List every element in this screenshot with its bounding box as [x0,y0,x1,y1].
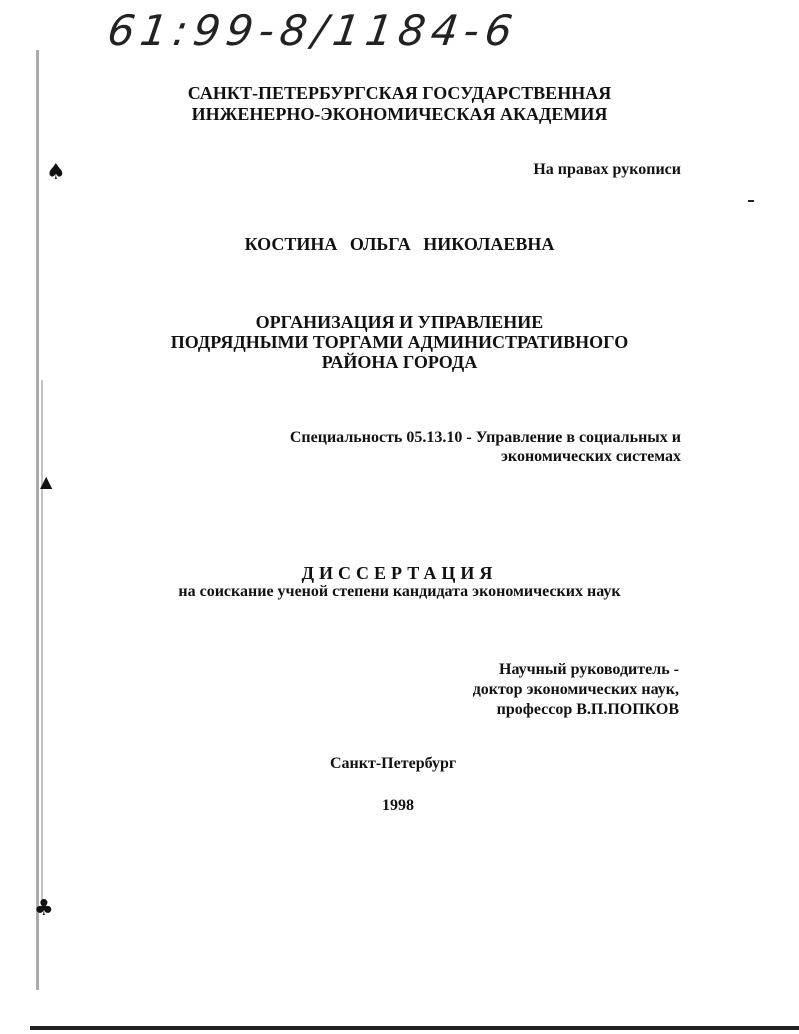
specialty [290,428,681,466]
title-line-1: ОРГАНИЗАЦИЯ И УПРАВЛЕНИЕ [255,312,544,332]
institution-line-2: ИНЖЕНЕРНО-ЭКОНОМИЧЕСКАЯ АКАДЕМИЯ [191,104,608,124]
author-name: КОСТИНА ОЛЬГА НИКОЛАЕВНА [244,234,555,254]
scan-edge-line [36,50,39,990]
scan-mark-bottom: ♣ [34,896,54,921]
specialty-line-2: экономических системах [501,448,681,465]
scan-edge-line-inner [41,380,43,900]
dissertation-heading: ДИССЕРТАЦИЯ [301,563,498,583]
dissertation-title [0,312,799,372]
specialty-line-1: Специальность 05.13.10 - Управление в социальных и [289,429,681,446]
dissertation-subtitle: на соискание ученой степени кандидата экономических наук [178,583,621,600]
scan-dash-mark [748,200,754,202]
institution-line-1: САНКТ-ПЕТЕРБУРГСКАЯ ГОСУДАРСТВЕННАЯ [187,83,612,103]
supervisor-line-1: Научный руководитель - [499,661,679,678]
handwritten-code: 61:99-8/1184-6 [104,6,522,55]
supervisor-line-2: доктор экономических наук, [472,681,679,698]
supervisor-line-3: профессор В.П.ПОПКОВ [496,701,679,718]
city: Санкт-Петербург [330,755,457,772]
year: 1998 [382,797,414,814]
scan-bottom-line [30,1026,799,1030]
scan-mark-top: ♠ [46,160,66,185]
title-line-2: ПОДРЯДНЫМИ ТОРГАМИ АДМИНИСТРАТИВНОГО [170,332,629,352]
title-line-3: РАЙОНА ГОРОДА [321,352,478,372]
scan-mark-middle: ▲ [40,472,53,491]
supervisor [473,660,679,720]
rights-note: На правах рукописи [533,161,681,178]
institution-name [0,83,799,125]
